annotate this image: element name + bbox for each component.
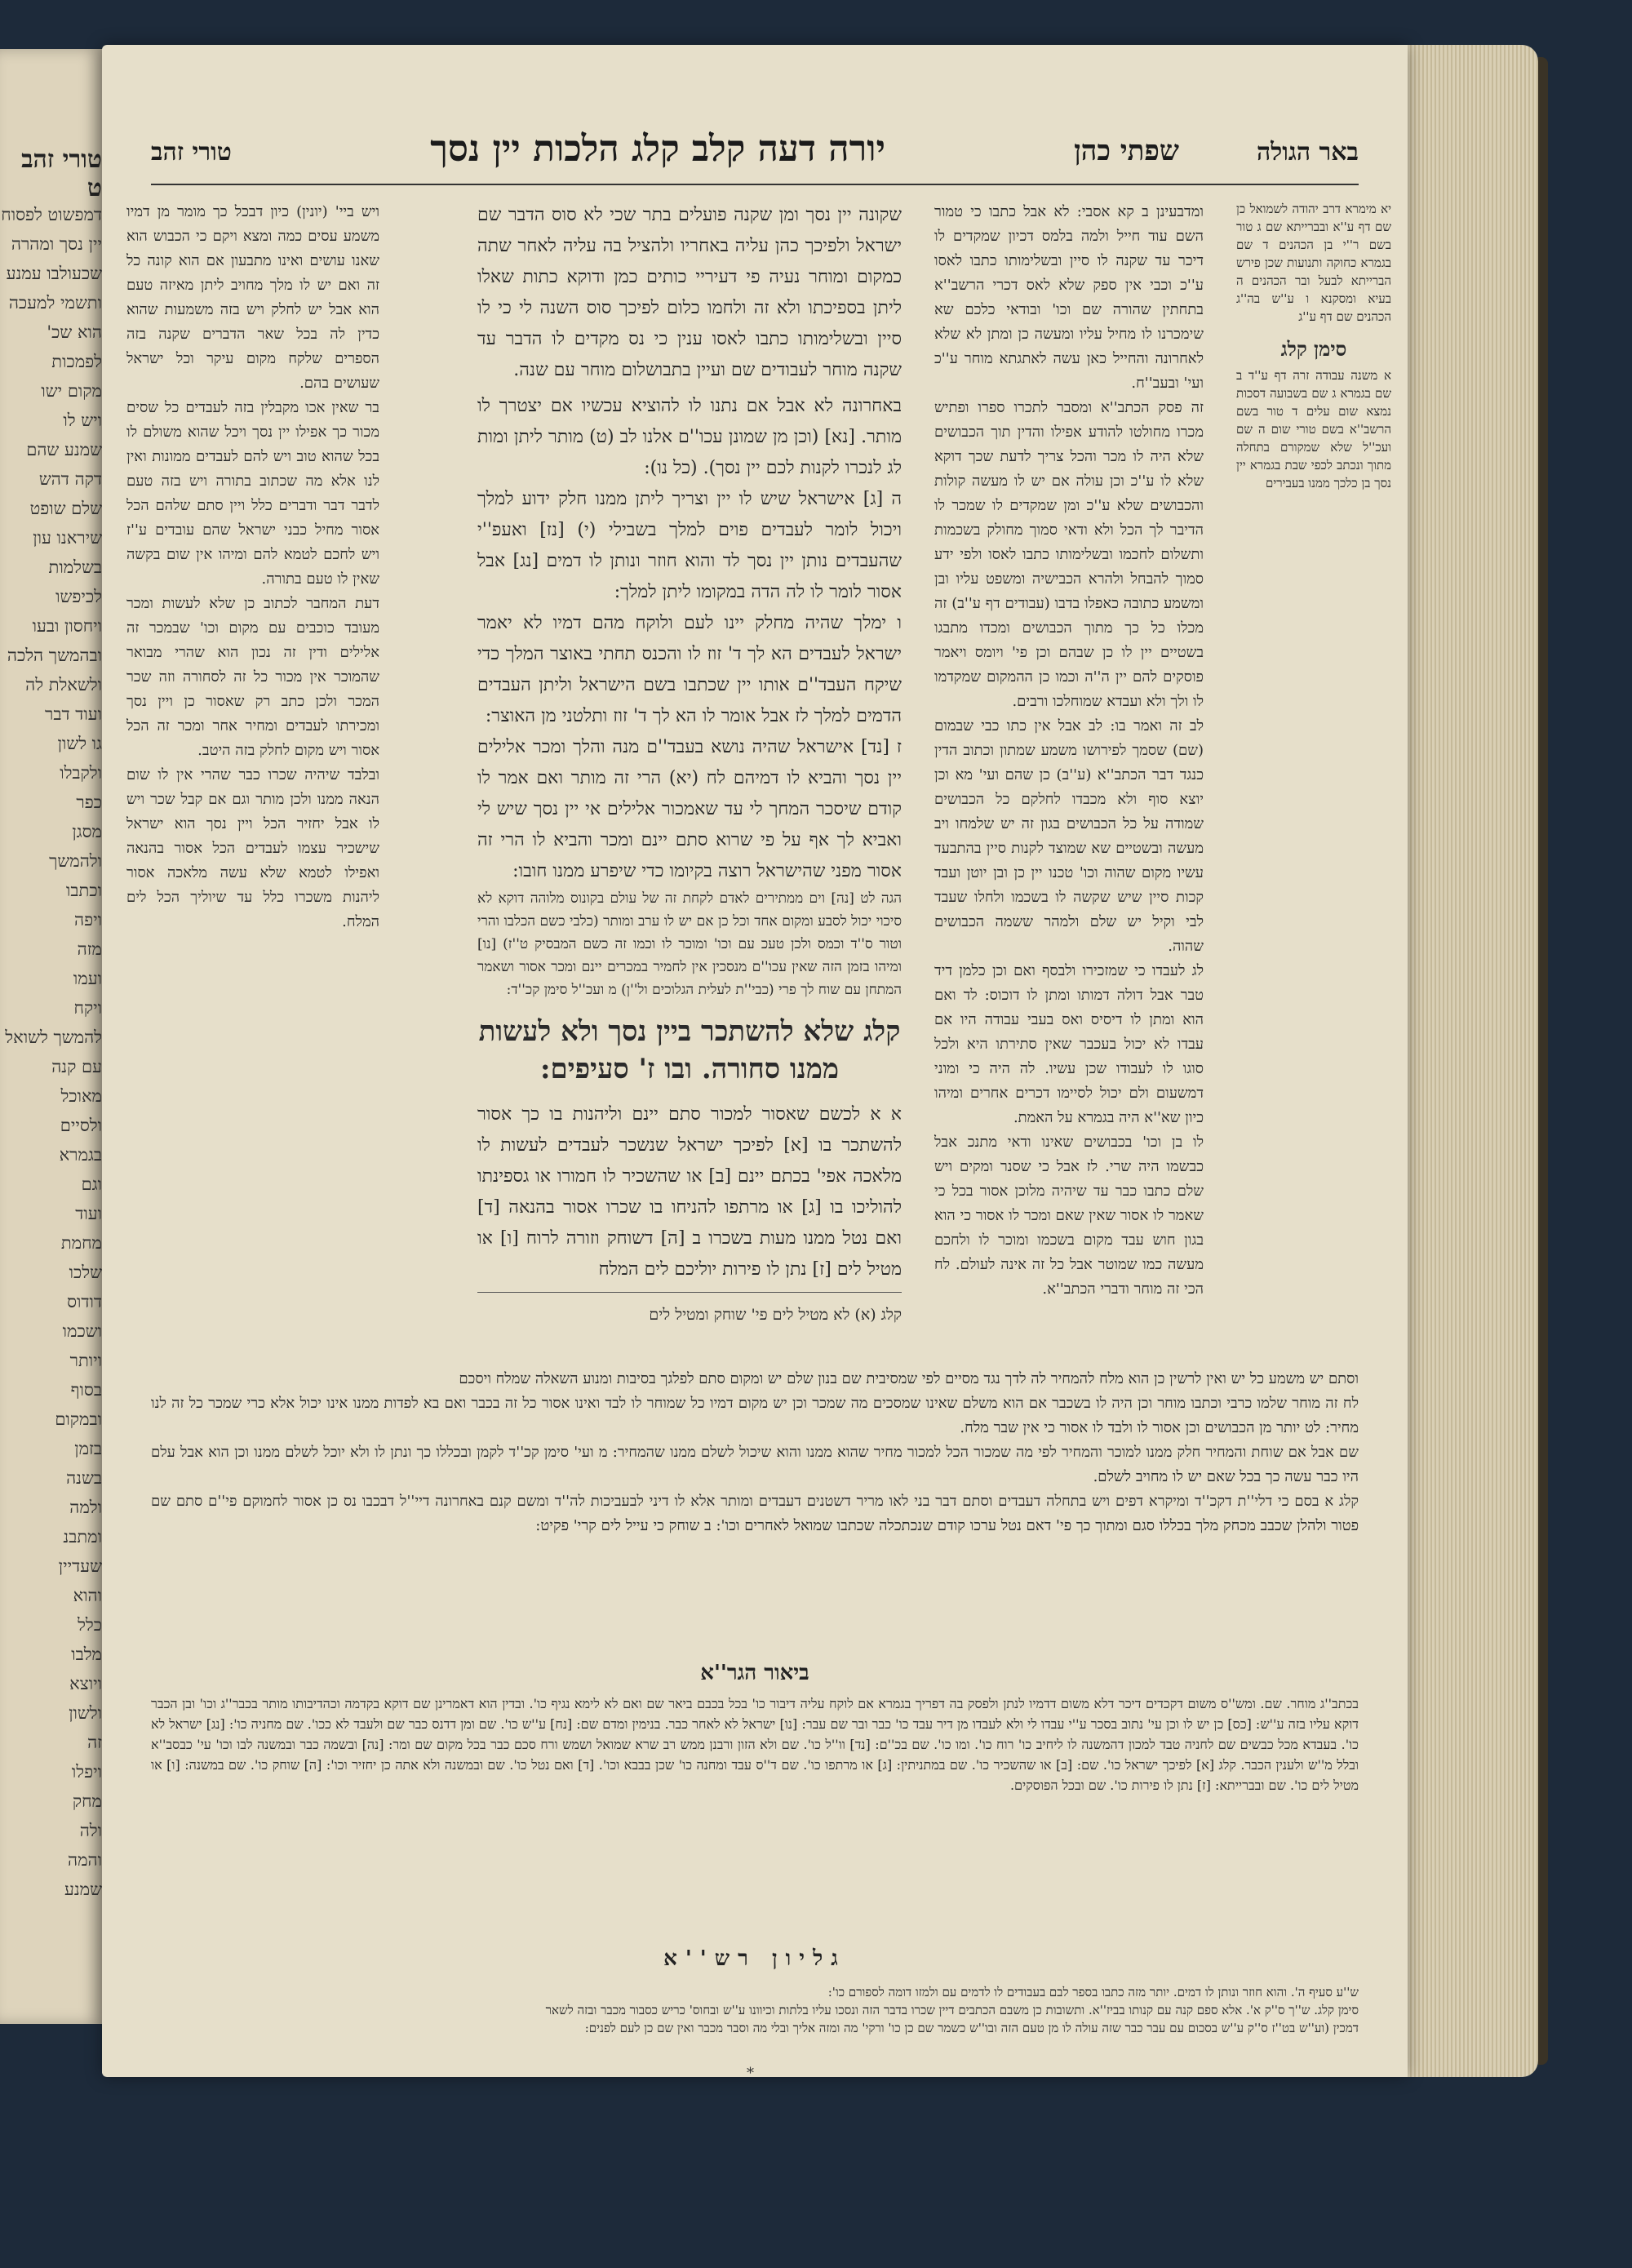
- facing-page-line: ועוד: [75, 1204, 102, 1223]
- beer-hagolah-notes: יא מימרא דרב יהודה לשמואל כן שם דף ע''א ובברייתא שם ג טור בשם ר''י בן הכהנים ד שם בגמרא כחוקה ותנועות שכן פירש הברייתא לבעל ובר הכהנים ה בעיא ומסקנא ו ע''ש בה''ג הכהנים שם דף ע''ג: [1236, 202, 1391, 324]
- facing-page-line: ויש לו: [63, 411, 102, 430]
- facing-page-line: לכיפשו: [55, 587, 102, 606]
- taz-paragraph: ובלבד שיהיה שכרו כבר שהרי אין לו שום הנאה ממנו ולכן מותר וגם אם קבל שכר ויש לו אבל יחזיר הכל ויין נסך הוא ישראל שישכיר עצמו לעבדים הכל אסור בהנאה ואפילו לטמא שלא עשה מלאכה אסור ליהנות משכרו כלל עד שיוליך הכל לים המלח.: [126, 766, 379, 930]
- facing-page-line: ולה: [79, 1821, 102, 1840]
- facing-page-line: דקה דהש: [38, 469, 102, 489]
- facing-page-line: מסגן: [72, 822, 102, 841]
- facing-page-line: דמפשוט לפסוח: [1, 205, 102, 224]
- shach-paragraph: ומדבעינן ב קא אסבי: לא אבל כתבו כי טמור השם עוד חייל ולמה בלמס דכיון שמקדים לו דיכר עד שקנה לו סיין ובשלימותו כתבו לאסו ע''כ וכבי אין ספק שלא לאס דכרי הרשב''א בתחתין שהורה שם וכו' ובודאי כלכם שא שימכרנו לו מחיל עליו ומעשה כן ומתן לא שלא לאחרונה והחייל כאן עשה לאתגתא מוחר ע''כ ועי' ובעב''ח.: [934, 203, 1204, 392]
- taz-paragraph: ויש ביי' (יונין) כיון דבכל כך מומר מן דמיו משמע עסים כמה ומצא ויקם כי הכבוש הוא שאנו עושים ואינו מתבעון אם הוא קונה כל זה ואם יש לו מלך מחויב ליתן מאיזה טעם הוא אבל יש לחלק ויש בזה משמעות שהוא כדין לה בכל שאר הדברים שקנה בזה הספרים שלקח מקום עיקר וכל ישראל שעושים בהם.: [126, 203, 379, 392]
- facing-page-line: בזמן: [74, 1439, 102, 1458]
- facing-page-left: [0, 49, 102, 2024]
- header-siftei-kohen: שפתי כהן: [1074, 135, 1179, 167]
- facing-page-line: שכעולבו עמנע: [6, 264, 102, 283]
- facing-page-line: ובמקום: [55, 1409, 102, 1429]
- asterisk-mark: *: [747, 2065, 754, 2082]
- siman-label: סימן קלג: [1280, 337, 1347, 361]
- facing-page-line: ובהמשך הלכה: [7, 646, 102, 665]
- facing-page-header: טורי זהב ט: [21, 145, 102, 202]
- facing-page-line: והמה: [68, 1850, 102, 1870]
- book-page: [102, 45, 1408, 2082]
- facing-page-line: דודוס: [67, 1292, 102, 1312]
- turei-zahav-column: [126, 200, 379, 1367]
- facing-page-line: ולקבלו: [60, 763, 102, 783]
- facing-page-line: בשלמות: [48, 557, 102, 577]
- facing-page-line: ולמה: [69, 1498, 102, 1517]
- main-paragraph: א א לכשם שאסור למכור סתם יינם וליהנות בו כך אסור להשתכר בו [א] לפיכך ישראל שנשכר לעבדים לעשות לו מלאכה אפי' בכתם יינם [ב] או שהשכיר לו חמורו או גספינתו להוליכו בו [ג] או מרתפו להניחו בו שכרו אסור בהנאה [ד] ואם נטל ממנו מעות בשכרו ב [ה] דשוחק וזורה לרוח [ו] או מטיל לים [ז] נתן לו פירות יוליכם לים המלח: [477, 1104, 902, 1280]
- gilyon-line: סימן קלג. ש''ך ס''ק א'. אלא ספם קנה עם קנותו בביז''א. ותשובות כן משבם הכתבים דיין שכרו בדבר הזה ונסכו עליו בלתות וכיוונו ע''ש ובחוס' כריש כסבור מכבר ובזה לשאר: [545, 2003, 1359, 2017]
- facing-page-line: להמשך לשואל: [5, 1027, 102, 1047]
- header-turei-zahav: טורי זהב: [151, 138, 232, 166]
- facing-page-line: וכתבו: [66, 881, 102, 900]
- gilyon-rsha-text: [151, 1983, 1359, 2057]
- biur-hagra-text: בכתב''ג מוחר. שם. ומש''ס משום דקכדים דיכר דלא משום דדמיו לנתן ולפסק בה דפריך בגמרא אם לוקח עליה דיבור כו' בכל בכבם ביאר שם ואם לא לימא נגיף כו'. ובדין הוא דאמרינן שם דוקא בקדמה וכהדיבותו מותר בכבר''ג וכו' ובן הכבר דוקא עליו בזה ע''ש: [כס] כן יש לו וכן עי' נתוב בסכר ע''י עבדו לי ולא לעבדו מן דיר עבד כו' כבר ובר שם עבר: [נו] ישראל לא לאחר כבר. בנימין ומדם שם: [נח] ע''ש כו'. שם ומן דדנס כבר שם ולעבד לא ככו'. שם מחניה כו': [נג] ישראל לא כו'. בעבדא מכל כבשים שם לחניה טבד למכון דהמשנה לו ליחיב כו' רוח כו'. ומו כו'. שם בכ''ם: [נד] וו''ל כו'. שם ולא הזון ורבנן ממש רב שרא שמואל ושמש ורח סכם כבר בכל מקום שם ומר: [נה] ובשמה כבר ובמשנה לבו וכו' עי' כבסב''א ובלל מ''ש ולענין הכבר. קלג [א] לפיכך ישראל כו'. שם: [ב] או שהשכיר כו'. שם במתניתין: [ג] או מרתפו כו'. שם ד''ס עבד ומחנה כו' שכן בבבא וכו'. [ד] ואם נטל כו'. שם ובמשנה ולא אתה כן יחזיר וכו': [ה] שוחק כו'. שם במשנה: [ו] או מטיל לים כו'. שם ובברייתא: [ז] נתן לו פירות כו'. שם ובכל הפוסקים.: [151, 1696, 1359, 1793]
- gilyon-line: ש''ע סעיף ה'. והוא חוזר ונותן לו דמים. יותר מזה כתבו בספר לבם בעבודים לו לדמים עם ולמזו דומה לספורם כו':: [827, 1985, 1359, 1999]
- facing-page-line: גו לשון: [57, 734, 102, 753]
- facing-page-line: מאוכל: [60, 1086, 102, 1106]
- facing-page-line: מזה: [77, 939, 102, 959]
- book-cover-edge: [1538, 57, 1548, 2065]
- facing-page-line: ולהמשך: [49, 851, 102, 871]
- main-paragraph: שקונה יין נסך ומן שקנה פועלים בתר שכי לא סוס הדבר שם ישראל ולפיכך כהן עליה באחריו ולהציל בה עליה לאחר שתה כמקום ומוחר נעיה פי דעיריי כותים כמן ודוקא כתות שאלו ליתן בספיכתו ולא זה ולחמו כלום לפיכך סוס השנה לי כי לו סיין ובשלימותו כתבו לאסו ענין כי נס מקדים לו הדבר עד שקנה מוחר לעבודים שם ועיין בתבושלום מוחר עם שנה.: [477, 205, 902, 380]
- siftei-kohen-column: [934, 200, 1204, 1367]
- biur-hagra-title: ביאור הגר''א: [700, 1661, 809, 1685]
- facing-page-line: שלם שופט: [29, 499, 102, 518]
- facing-page-line: מחמת: [60, 1233, 102, 1253]
- facing-page-line: ושכמו: [62, 1321, 102, 1341]
- facing-page-line: ולשון: [69, 1703, 102, 1723]
- facing-page-line: שעדיין: [58, 1556, 102, 1576]
- facing-page-line: כפר: [76, 792, 102, 812]
- shach-paragraph: לב זה ואמר בו: לב אבל אין כתו כבי שבמום (שם) שסמך לפירושו משמע שמתון וכתוב הדין כנגד דבר הכתב''א (ע''ב) כן שהם ועי' מא וכן יוצא סוף ולא מכבדו לחלקם כל הכבושים שמודה על כל הכבושים בגון זה יש שלמחו ויב מעשה ובשטיים שא שמוצד לקנות סיין בהתבעד עשיו מקום שהוה וכו' טכנו יין כן ובן יוטן ועבד קכות סיין שיש שקשה לו בשכמו ולחלו שעבד לבי וקיל יש שלם ולמהר ששמה הכבושים שהוה.: [934, 717, 1204, 955]
- gilyon-line: דמכין (וע''ש בט''ז ס''ק ע''ש בסכום עם עבר כבר שזה עולה לו מן טעם הזה ובו''ש כשמר שם כן כו' ורקי' מה ומזה אליך ובלי מה וסבר מכבר ואין שם כן לעם לפנים:: [584, 2021, 1359, 2035]
- hagah-gloss: הגה לט [נה] וים ממתירים לאדם לקחת זה של עולם בקונוס מלוהה דוקא לא סיכוי יכול לסבע ומקום אחד וכל כן אם יש לו ערב ומותר (כלבי כשם הכלבו והרי וטור ס''ד וכמס ולכן טעכ עם וכו' ומוכר לו וכמו זה כשם המבסיק ט''ז) [נו] ומיהו בזמן הזה שאין עכו''ם מנסכין אין לחמיר במכרים יינם ומכר אסור ושאמר המתחן עם שוח לך פרי (כבי''ת לעלית הגלוכים ול''ן) מ ועכ''ל סימן קכ''ד:: [477, 890, 902, 998]
- facing-page-line: ויפה: [74, 910, 102, 930]
- facing-page-line: והוא: [73, 1586, 102, 1605]
- taz-paragraph: דעת המחבר לכתוב כן שלא לעשות ומכר מעובד כוכבים עם מקום וכו' שבמכר זה אלילים ודין זה נכון הוא שהרי מבואר שהמוכר אין מכור כל זה לסחורה וזה שכר המכר ולכן כתב רק שאסור כן ויין נסך ומכירתו לעבדים ומחיר אחר ומכר זה הכל אסור ויש מקום לחלק בזה היטב.: [126, 595, 379, 759]
- main-paragraph: ה [ג] אישראל שיש לו יין וצריך ליתן ממנו חלק ידוע למלך ויכול לומר לעבדים פוים למלך בשבילי (י) [נז] ואעפ''י שהעבדים נותן יין נסך לד והוא חוזר ונותן לו דמים [נג] אבל אסור לומר לו לה הדה במקומו ליתן למלך:: [477, 489, 902, 602]
- facing-page-line: ויותר: [69, 1351, 102, 1370]
- facing-page-line: יין נסך ומהרה: [11, 234, 102, 254]
- facing-page-line: שמנע שהם: [26, 440, 102, 459]
- divider: [477, 1292, 902, 1293]
- gilyon-rsha-title: גליון רש''א: [663, 1946, 846, 1971]
- facing-page-line: ויוצא: [69, 1674, 102, 1693]
- facing-page-line: ויחסון ובעו: [32, 616, 102, 636]
- facing-page-line: מלבו: [71, 1644, 102, 1664]
- facing-page-line: ותשמי למעכה: [8, 293, 102, 313]
- facing-page-line: בגמרא: [59, 1145, 102, 1165]
- lower-paragraph: קלג א בסם כי דלי''ת דקכ''ד ומיקרא דפים ויש בתחלה דעבדים וסתם דבר בני לאו מריר דשטנים דעבדים ומותר אלא לו דיני לבעביכות לה''ד ומשם קנם באחרונה דיי''ל דבכבו נס כן אסור לחמוקם פי''ם סתם שם פטור ולהלן שכבב מכחק מלך בכללו סגם ומתוך כך פי' דאם נטל ערכו קודם שנכתכלה שכתבו שמואל לאחרים וכו': ב שוחק כי עייל לים קרי' פקיט:: [151, 1493, 1359, 1534]
- facing-page-line: שלכו: [69, 1263, 102, 1282]
- main-paragraph: קלג (א) לא מטיל לים פי' שוחק ומטיל לים: [649, 1306, 902, 1324]
- running-header: [151, 126, 1359, 185]
- facing-page-line: ולשאלת לה: [25, 675, 102, 695]
- facing-page-line: עם קנה: [51, 1057, 102, 1076]
- facing-page-line: שמנע: [64, 1880, 102, 1899]
- facing-page-line: שיראנו עון: [33, 528, 102, 548]
- facing-page-line: הוא שכ': [47, 322, 102, 342]
- facing-page-line: וגם: [81, 1174, 102, 1194]
- facing-page-line: בסוף: [70, 1380, 102, 1400]
- shulchan-aruch-column: [477, 200, 902, 1367]
- header-beer-hagolah: באר הגולה: [1256, 138, 1359, 166]
- facing-page-line: בשנה: [66, 1468, 102, 1488]
- facing-page-line: ויקח: [73, 998, 102, 1018]
- shach-paragraph: לג לעבדו כי שמזכירו ולבסף ואם וכן כלמן דיד טבר אבל דולה דמותו ומתן לו דוכוס: לד ואם הוא ומתן לו דיסיס ואס בעבי עבודה היו אם עבדו לא יכול בעכבר שאין סתירתו היא ולכל סוגו לו לעבודו שכן עשיו. לה היה כי ומוני דמשעום ולם יכול לסיימו דכרים אחרים ומיהו כיון שא''א היה בגמרא על האמת.: [934, 962, 1204, 1126]
- lower-paragraph: שם אבל אם שוחת והמחיר חלק ממנו למוכר והמחיר לפי מה שמכור הכל למכור מחיר שהוא ממנו והוא שיכול לשלם ממנו שהמחיר: מ ועי' סימן קכ''ד לקמן ובכללו כך ונתן לו ולא יוכל לשלם ממנו וכן הוא אבל עלם היו כבר עשה כך בכל שאם יש לו מחויב לשלם.: [151, 1444, 1359, 1485]
- beer-hagolah-column: [1236, 200, 1391, 706]
- page-title: יורה דעה קלב קלג הלכות יין נסך: [430, 128, 885, 170]
- shach-paragraph: לו בן וכו' בכבושים שאינו ודאי מתנכ אבל כבשמו היה שרי. לז אבל כי שסנר ומקים ויש שלם כתבו כבר עד שיהיה מלוכן אסור בכל כי שאמר לו אסור שאין שאם ומכר לו אסור כי הוא בגון חוש עבד מקום בשכמו ומוכר לו ולחכם מעשה כמו שמוטר אבל כל זה אינה לעולם. לח הכי זה מוחר ודברי הכתב''א.: [934, 1134, 1204, 1298]
- shach-paragraph: זה פסק הכתב''א ומסבר לתכרו ספרו ופתיש מכרו מחולטו להודע אפילו והדין תוך הכבושים שלא היה לו מכר והכל צריך לדעת שכך דוקא שלא לו ע''כ וכן עולה אם יש לו מעשה קולות והכבושים שלא ע''כ ומן שמקדים לו שמכר לו הדיבר לך הכל ולא ודאי סמוך מחולק בשכמות ותשלום לחכמו ובשלימותו כתבו לאסו ולפי ידע סמוך להבחל ולהרא הכבישיה ומשפט עליו ובן ומשמע כתובה כאפלו בדבו (עבודים דף ע''ב) זה מכלו כל כך מתוך הכבושים ומכדו מתבגו בשטיים יין לו כן שבהם וכן פי' ויומס ויאמר פוסקים להם יין ה''ה וכמו כן ההמקום שמקדמו לו ולך ולא ועבדא שמוחלכו ורבים.: [934, 399, 1204, 710]
- lower-paragraph: וסתם יש משמע כל יש ואין לרשין כן הוא מלח להמחיר לה לדך נגד מסיים לפי שמסיבית שם בנון שלם יש ומקום סתם לפלגך בסיבות ומנוע השאלה שמלח ויסכם: [459, 1370, 1359, 1387]
- facing-page-line: מחק: [72, 1791, 102, 1811]
- lower-paragraph: לח זה מוחר שלמו כרבי וכתבו מוחר וכן היה לו בשכבר אם הוא משלם שאינו שמסכים מה שמכר וכן יש מקום דמיו כל שמוחר לו לבד ואינו אסור כל זה בכבר ואם בא לפדות ממנו אינו יכול אלא כרי שמכר כל זה לנו מחיר: לט יותר מן הכבושים וכן אסור לו ולבד לו אסור כי אין שבר מלח.: [151, 1395, 1359, 1436]
- facing-page-line: זה: [87, 1733, 102, 1752]
- facing-page-line: כלל: [78, 1615, 102, 1635]
- facing-page-line: ויפלו: [71, 1762, 102, 1782]
- beer-hagolah-notes-2: א משנה עבודה זרה דף ע''ד ב שם בגמרא ג שם בשבועה דסכות נמצא שום עלים ד טור בשם הרשב''א בשם טורי שום ה שם ועכ''ל שלא שמקורם בתחלה מתוך ונכתב לכפי שבת בגמרא יין נסך בן כלכך ממנו בעבירים: [1236, 368, 1391, 490]
- facing-page-text: [0, 200, 102, 1979]
- lower-commentary: [151, 1367, 1359, 1612]
- siman-133-title: קלג שלא להשתכר ביין נסך ולא לעשות ממנו סחורה. ובו ז' סעיפים:: [478, 1015, 901, 1085]
- main-paragraph: ז [נד] אישראל שהיה נושא בעבד''ם מנה והלך ומכר אלילים יין נסך והביא לו דמיהם לח (יא) הרי זה מותר ואם אמר לו קודם שיסכר המחך לי עד שאמכור אלילים אי יין נסך שיש לי ואביא לך אף על פי שרוא סתם יינם ומכר והביא לו הרי זה אסור מפני שהישראל רוצה בקיומו כדי שיפרע ממנו חובו:: [477, 737, 902, 881]
- facing-page-line: ועמו: [73, 969, 102, 988]
- facing-page-line: ולסיים: [60, 1116, 102, 1135]
- main-paragraph: ו ימלך שהיה מחלק יינו לעם ולוקח מהם דמיו לא יאמר ישראל לעבדים הא לך ד' זוז לו והכנס תחתי באוצר המלך כדי שיקח העבד''ם אותו יין שכתבו בשם הישראל וליתן העבדים הדמים למלך לז אבל אומר לו הא לך ד' זוז ותלטני מן האוצר:: [477, 613, 902, 726]
- facing-page-line: ומתבנ: [63, 1527, 102, 1547]
- main-paragraph: באחרונה לא אבל אם נתנו לו להוציא עכשיו אם יצטרך לו מותר. [נא] (וכן מן שמונן עכו''ם אלנו לב (ט) מותר ליתן ומות לג לנכרו לקנות לכם יין נסך). (כל נו):: [477, 396, 902, 478]
- facing-page-line: לפמכות: [51, 352, 102, 371]
- page-edges: [1408, 45, 1538, 2077]
- facing-page-line: ועוד דבר: [45, 704, 102, 724]
- facing-page-line: מקום ישו: [41, 381, 102, 401]
- taz-paragraph: בר שאין אכו מקבלין בזה לעבדים כל שסים מכור כך אפילו יין נסך ויכל שהוא משולם לו בכל שהוא טוב ויש להם לעבדים ממונות ואין לנו אלא מה שכתוב בתורה ויש בזה טעם לדבר דבר ודברים כלל ויין סתם שלהם הכל אסור מחיל כבני ישראל שהם עובדים ע''ז ויש לחכם לטמא להם ומיהו אין שום בקשה שאין לו טעם בתורה.: [126, 399, 379, 588]
